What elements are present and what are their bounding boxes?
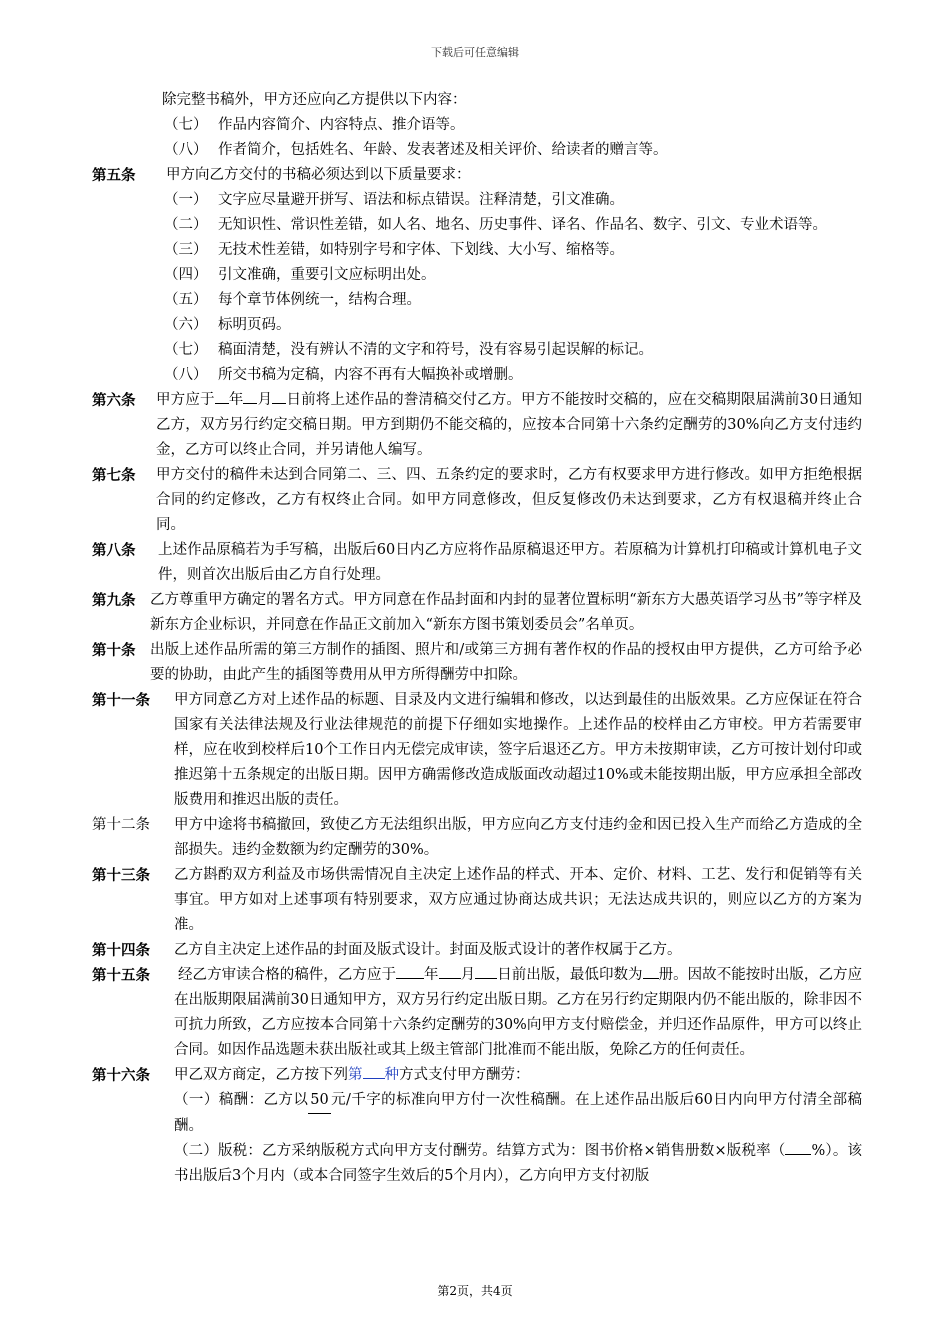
item-number: （一） bbox=[164, 192, 208, 208]
article-11 bbox=[92, 688, 862, 813]
article-text: 甲乙双方商定，乙方按下列 bbox=[174, 1067, 348, 1083]
article-12 bbox=[92, 813, 862, 863]
item-text: 无技术性差错，如特别字号和字体、下划线、大小写、缩格等。 bbox=[218, 242, 624, 258]
item-number: （三） bbox=[164, 242, 208, 258]
article-text: 册。因故不能按时出版，乙方应在出版期限届满前30日通知甲方，双方另行约定出版日期。乙方在另行约定期限内仍不能出版的，除非因不可抗力所致，乙方应按本合同第十六条约定酬劳的30%向甲方支付赔偿金，并归还作品原件，甲方可以终止合同。如因作品选题未获出版社或其上级主管部门批准而不能出版，免除乙方的任何责任。 bbox=[174, 967, 863, 1058]
article-15 bbox=[92, 963, 862, 1063]
article-7 bbox=[92, 463, 862, 538]
item-text: 每个章节体例统一，结构合理。 bbox=[218, 292, 421, 308]
list-item bbox=[92, 138, 862, 163]
item-number: （八） bbox=[164, 142, 208, 158]
article-label: 第十六条 bbox=[92, 1067, 150, 1084]
item-number: （六） bbox=[164, 317, 208, 333]
list-item bbox=[92, 313, 862, 338]
article-text: 乙方自主决定上述作品的封面及版式设计。封面及版式设计的著作权属于乙方。 bbox=[174, 942, 682, 958]
list-item bbox=[92, 338, 862, 363]
sub-text: （一）稿酬：乙方以 bbox=[174, 1092, 309, 1108]
article-text: 方式支付甲方酬劳： bbox=[399, 1067, 530, 1083]
item-text: 文字应尽量避开拼写、语法和标点错误。注释清楚，引文准确。 bbox=[218, 192, 624, 208]
article-text: 日前将上述作品的誊清稿交付乙方。甲方不能按时交稿的，应在交稿期限届满前30日通知乙方，双方另行约定交稿日期。甲方到期仍不能交稿的，应按本合同第十六条约定酬劳的30%向乙方支付违约金，乙方可以终止合同，并另请他人编写。 bbox=[156, 392, 863, 458]
sub-text: 元/千字的标准向甲方付一次性稿酬。在上述作品出版后60日内向甲方付清全部稿酬。 bbox=[174, 1092, 862, 1134]
article-6 bbox=[92, 388, 862, 463]
article-label: 第七条 bbox=[92, 467, 136, 484]
article-label: 第十条 bbox=[92, 642, 136, 659]
article-text: 乙方斟酌双方利益及市场供需情况自主决定上述作品的样式、开本、定价、材料、工艺、发行和促销等有关事宜。甲方如对上述事项有特别要求，双方应通过协商达成共识；无法达成共识的，则应以乙方的方案为准。 bbox=[174, 867, 862, 933]
article-text: 甲方向乙方交付的书稿必须达到以下质量要求： bbox=[166, 167, 471, 183]
option-number-suffix: 种 bbox=[384, 1067, 399, 1083]
item-number: （四） bbox=[164, 267, 208, 283]
article-label: 第八条 bbox=[92, 542, 136, 559]
rate-value: 50 bbox=[308, 1088, 330, 1114]
item-text: 所交书稿为定稿，内容不再有大幅换补或增删。 bbox=[218, 367, 523, 383]
blank-year bbox=[396, 978, 424, 979]
item-text: 稿面清楚，没有辨认不清的文字和符号，没有容易引起误解的标记。 bbox=[218, 342, 653, 358]
item-text: 引文准确，重要引文应标明出处。 bbox=[218, 267, 436, 283]
article-text: 甲方交付的稿件未达到合同第二、三、四、五条约定的要求时，乙方有权要求甲方进行修改。如甲方拒绝根据合同的约定修改，乙方有权终止合同。如甲方同意修改，但反复修改仍未达到要求，乙方有权退稿并终止合同。 bbox=[156, 467, 862, 533]
article-9 bbox=[92, 588, 862, 638]
list-item bbox=[92, 113, 862, 138]
item-number: （七） bbox=[164, 342, 208, 358]
intro-paragraph: 除完整书稿外，甲方还应向乙方提供以下内容： bbox=[162, 92, 467, 108]
article-14 bbox=[92, 938, 862, 963]
blank-day bbox=[272, 403, 286, 404]
article-label: 第十三条 bbox=[92, 867, 150, 884]
article-text: 甲方同意乙方对上述作品的标题、目录及内文进行编辑和修改，以达到最佳的出版效果。乙方应保证在符合国家有关法律法规及行业法律规范的前提下仔细如实地操作。上述作品的校样由乙方审校。甲方若需要审样，应在收到校样后10个工作日内无偿完成审读，签字后退还乙方。甲方未按期审读，乙方可按计划付印或推迟第十五条规定的出版日期。因甲方确需修改造成版面改动超过10%或未能按期出版，甲方应承担全部改版费用和推迟出版的责任。 bbox=[174, 692, 862, 808]
item-number: （七） bbox=[164, 117, 208, 133]
blank-year bbox=[215, 403, 229, 404]
article-text: 出版上述作品所需的第三方制作的插图、照片和/或第三方拥有著作权的作品的授权由甲方提供，乙方可给予必要的协助，由此产生的插图等费用从甲方所得酬劳中扣除。 bbox=[150, 642, 862, 683]
article-text: 月 bbox=[460, 967, 476, 983]
list-item bbox=[92, 263, 862, 288]
payment-option-royalty-per-word bbox=[92, 1088, 862, 1139]
item-text: 作品内容简介、内容特点、推介语等。 bbox=[218, 117, 465, 133]
article-text: 日前出版，最低印数为 bbox=[497, 967, 643, 983]
option-number-prefix: 第 bbox=[348, 1067, 363, 1083]
article-label: 第十二条 bbox=[92, 817, 150, 833]
article-text: 甲方应于 bbox=[156, 392, 215, 408]
article-8 bbox=[92, 538, 862, 588]
blank-month bbox=[439, 978, 461, 979]
article-text: 月 bbox=[257, 392, 273, 408]
sub-text: %）。该书出版后3个月内（或本合同签字生效后的5个月内），乙方向甲方支付初版 bbox=[174, 1143, 863, 1184]
article-text: 年 bbox=[228, 392, 244, 408]
article-label: 第十四条 bbox=[92, 942, 150, 959]
article-text: 年 bbox=[424, 967, 439, 983]
page-footer: 第2页，共4页 bbox=[437, 1284, 513, 1298]
payment-option-royalty-rate bbox=[92, 1139, 862, 1189]
item-text: 无知识性、常识性差错，如人名、地名、历史事件、译名、作品名、数字、引文、专业术语等。 bbox=[218, 217, 827, 233]
article-13 bbox=[92, 863, 862, 938]
list-item bbox=[92, 238, 862, 263]
blank-option bbox=[363, 1078, 385, 1079]
article-label: 第十一条 bbox=[92, 692, 150, 709]
sub-text: （二）版税：乙方采纳版税方式向甲方支付酬劳。结算方式为：图书价格×销售册数×版税率（ bbox=[174, 1143, 786, 1159]
article-label: 第六条 bbox=[92, 392, 136, 409]
article-10 bbox=[92, 638, 862, 688]
article-text: 上述作品原稿若为手写稿，出版后60日内乙方应将作品原稿退还甲方。若原稿为计算机打印稿或计算机电子文件，则首次出版后由乙方自行处理。 bbox=[158, 542, 862, 583]
article-label: 第九条 bbox=[92, 592, 136, 609]
article-text: 乙方尊重甲方确定的署名方式。甲方同意在作品封面和内封的显著位置标明“新东方大愚英语学习丛书”等字样及新东方企业标识，并同意在作品正文前加入“新东方图书策划委员会”名单页。 bbox=[150, 592, 862, 633]
blank-percent bbox=[785, 1154, 811, 1155]
document-body bbox=[92, 88, 862, 1189]
item-text: 标明页码。 bbox=[218, 317, 291, 333]
article-16 bbox=[92, 1063, 862, 1088]
blank-copies bbox=[643, 978, 659, 979]
article-text: 经乙方审读合格的稿件，乙方应于 bbox=[178, 967, 397, 983]
list-item bbox=[92, 213, 862, 238]
article-label: 第五条 bbox=[92, 167, 136, 184]
article-text: 甲方中途将书稿撤回，致使乙方无法组织出版，甲方应向乙方支付违约金和因已投入生产而给乙方造成的全部损失。违约金数额为约定酬劳的30%。 bbox=[174, 817, 862, 858]
list-item bbox=[92, 363, 862, 388]
item-number: （二） bbox=[164, 217, 208, 233]
item-number: （五） bbox=[164, 292, 208, 308]
blank-day bbox=[475, 978, 497, 979]
list-item bbox=[92, 188, 862, 213]
article-5 bbox=[92, 163, 862, 188]
page-header: 下载后可任意编辑 bbox=[431, 46, 519, 59]
list-item bbox=[92, 288, 862, 313]
item-text: 作者简介，包括姓名、年龄、发表著述及相关评价、给读者的赠言等。 bbox=[218, 142, 668, 158]
item-number: （八） bbox=[164, 367, 208, 383]
article-label: 第十五条 bbox=[92, 967, 150, 984]
blank-month bbox=[243, 403, 257, 404]
